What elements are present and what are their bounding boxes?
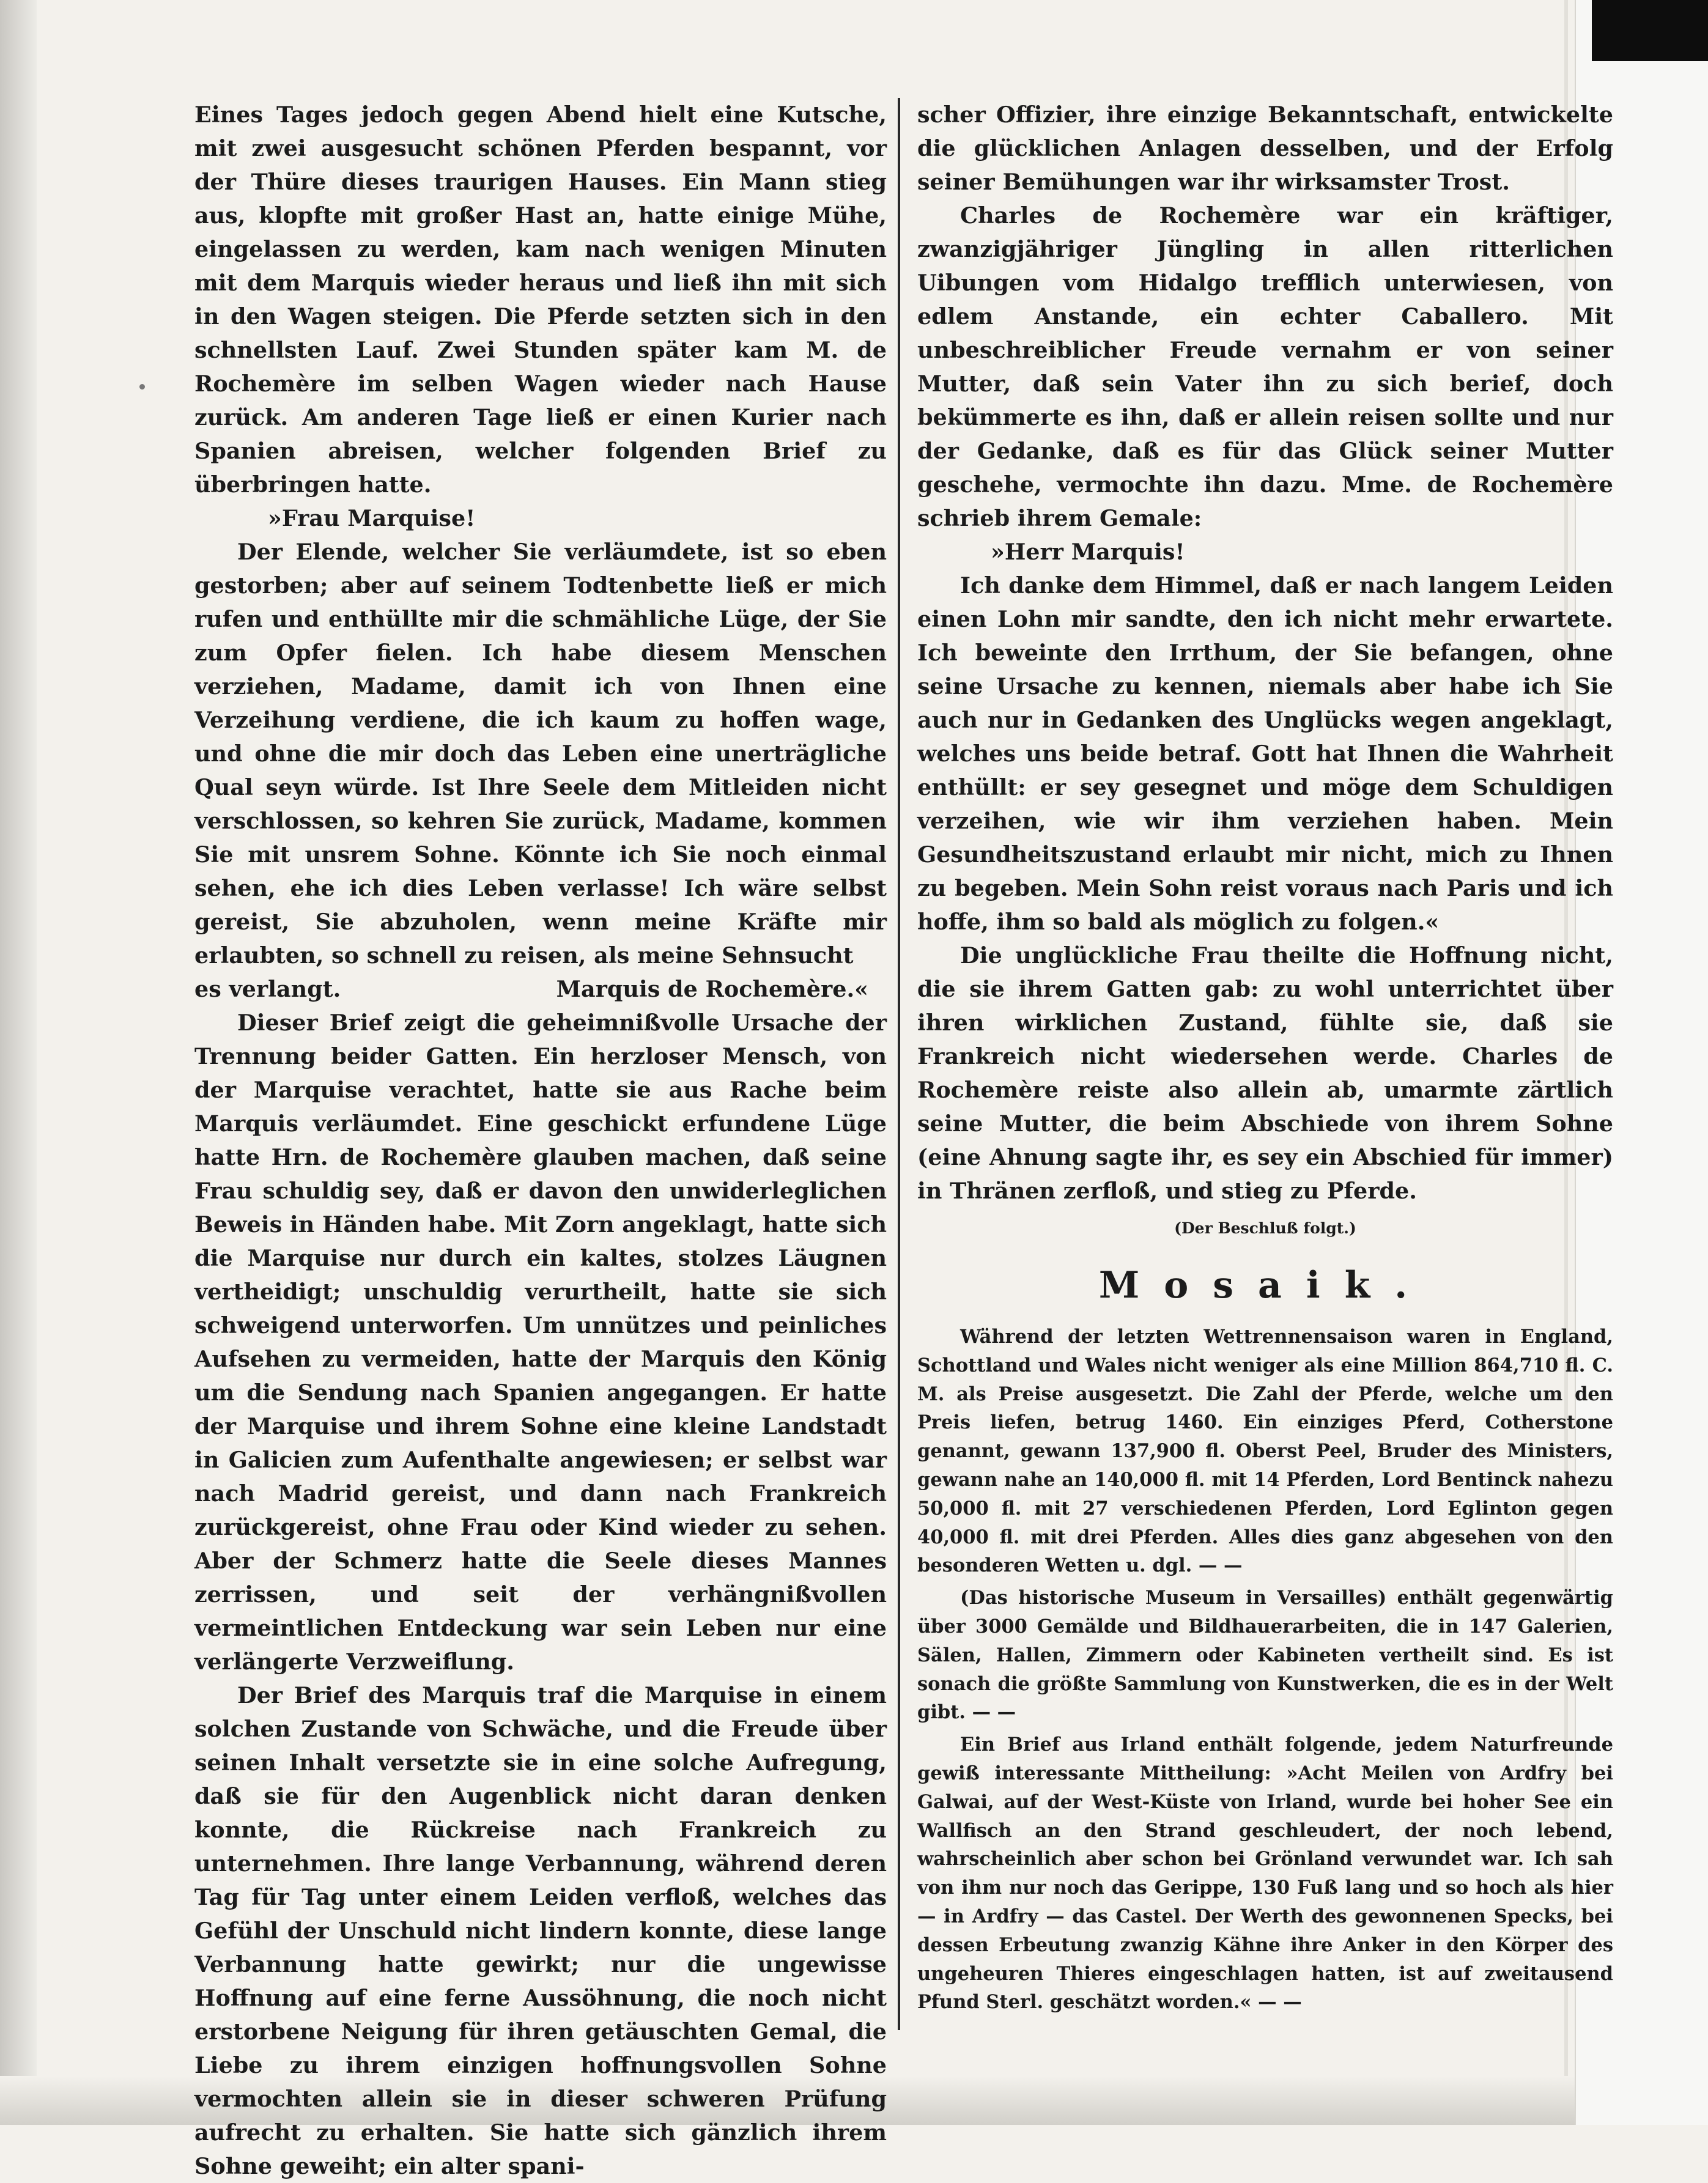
letter-salutation: »Frau Marquise! <box>268 505 476 531</box>
mosaic-item: (Das historische Museum in Versailles) enthält gegenwärtig über 3000 Gemälde und Bildhauerarbeiten, die in 147 Galerien, Sälen, Hallen, Zimmern oder Kabineten vertheilt sind. Es ist sonach die größte Sammlung von Kunstwerken, die es in der Welt gibt. — — <box>917 1587 1613 1724</box>
mosaic-section <box>917 1323 1613 2017</box>
letter-signature: Marquis de Rochemère.« <box>556 976 868 1002</box>
paragraph: scher Offizier, ihre einzige Bekanntschaft, entwickelte die glücklichen Anlagen desselben, und der Erfolg seiner Bemühungen war ihr wirksamster Trost. <box>917 102 1613 195</box>
column-divider <box>898 98 900 2030</box>
continuation-note: (Der Beschluß folgt.) <box>1174 1219 1356 1237</box>
paragraph: Der Brief des Marquis traf die Marquise in einem solchen Zustande von Schwäche, und die Freude über seinen Inhalt versetzte sie in eine solche Aufregung, daß sie für den Augenblick nicht daran denken konnte, die Rückreise nach Frankreich zu unternehmen. Ihre lange Verbannung, während deren Tag für Tag unter einem Leiden verfloß, welches das Gefühl der Unschuld nicht lindern konnte, diese lange Verbannung hatte gewirkt; nur die ungewisse Hoffnung auf eine ferne Aussöhnung, die noch nicht erstorbene Neigung für ihren getäuschten Gemal, die Liebe zu ihrem einzigen hoffnungsvollen Sohne vermochten allein sie in dieser schweren Prüfung aufrecht zu erhalten. Sie hatte sich gänzlich ihrem Sohne geweiht; ein alter spani- <box>194 1682 887 2179</box>
paragraph: Die unglückliche Frau theilte die Hoffnung nicht, die sie ihrem Gatten gab: zu wohl unterrichtet über ihren wirklichen Zustand, fühlte sie, daß sie Frankreich nicht wiedersehen werde. Charles de Rochemère reiste also allein ab, umarmte zärtlich seine Mutter, die beim Abschiede von ihrem Sohne (eine Ahnung sagte ihr, es sey ein Abschied für immer) in Thränen zerfloß, und stieg zu Pferde. <box>917 942 1613 1204</box>
letter-salutation: »Herr Marquis! <box>991 539 1185 565</box>
letter-body: Der Elende, welcher Sie verläumdete, ist so eben gestorben; aber auf seinem Todtenbette ließ er mich rufen und enthüllte mir die schmähliche Lüge, der Sie zum Opfer fielen. Ich habe diesem Menschen verziehen, Madame, damit ich von Ihnen eine Verzeihung verdiene, die ich kaum zu hoffen wage, und ohne die mir doch das Leben eine unerträgliche Qual seyn würde. Ist Ihre Seele dem Mitleiden nicht verschlossen, so kehren Sie zurück, Madame, kommen Sie mit unsrem Sohne. Könnte ich Sie noch einmal sehen, ehe ich dies Leben verlasse! Ich wäre selbst gereist, Sie abzuholen, wenn meine Kräfte mir erlaubten, so schnell zu reisen, als meine Sehnsucht <box>194 539 887 969</box>
scan-left-edge <box>0 0 37 2125</box>
paragraph: Charles de Rochemère war ein kräftiger, zwanzigjähriger Jüngling in allen ritterlichen Uibungen vom Hidalgo trefflich unterwiesen, von edlem Anstande, ein echter Caballero. Mit unbeschreiblicher Freude vernahm er von seiner Mutter, daß sein Vater ihn zu sich berief, doch bekümmerte es ihn, daß er allein reisen sollte und nur der Gedanke, daß es für das Glück seiner Mutter geschehe, vermochte ihn dazu. Mme. de Rochemère schrieb ihrem Gemale: <box>917 202 1613 531</box>
letter-end: es verlangt. <box>194 976 341 1002</box>
mosaic-item: Während der letzten Wettrennensaison waren in England, Schottland und Wales nicht weniger als eine Million 864,710 fl. C. M. als Preise ausgesetzt. Die Zahl der Pferde, welche um den Preis liefen, betrug 1460. Ein einziges Pferd, Cotherstone genannt, gewann 137,900 fl. Oberst Peel, Bruder des Ministers, gewann nahe an 140,000 fl. mit 14 Pferden, Lord Bentinck nahezu 50,000 fl. mit 27 verschiedenen Pferden, Lord Eglinton gegen 40,000 fl. mit drei Pferden. Alles dies ganz abgesehen von den besonderen Wetten u. dgl. — — <box>917 1326 1613 1577</box>
paragraph: Dieser Brief zeigt die geheimnißvolle Ursache der Trennung beider Gatten. Ein herzloser Mensch, von der Marquise verachtet, hatte sie aus Rache beim Marquis verläumdet. Eine geschickt erfundene Lüge hatte Hrn. de Rochemère glauben machen, daß seine Frau schuldig sey, daß er davon den unwiderleglichen Beweis in Händen habe. Mit Zorn angeklagt, hatte sich die Marquise nur durch ein kaltes, stolzes Läugnen vertheidigt; unschuldig verurtheilt, hatte sie sich schweigend unterworfen. Um unnützes und peinliches Aufsehen zu vermeiden, hatte der Marquis den König um die Sendung nach Spanien angegangen. Er hatte der Marquise und ihrem Sohne eine kleine Landstadt in Galicien zum Aufenthalte angewiesen; er selbst war nach Madrid gereist, und dann nach Frankreich zurückgereist, ohne Frau oder Kind wieder zu sehen. Aber der Schmerz hatte die Seele dieses Mannes zerrissen, und seit der verhängnißvollen vermeintlichen Entdeckung war sein Leben nur eine verlängerte Verzweiflung. <box>194 1010 887 1675</box>
letter-closing <box>194 972 887 1006</box>
left-column <box>194 98 887 2183</box>
right-column <box>917 98 1613 2017</box>
margin-speck <box>139 384 145 390</box>
mosaic-item: Ein Brief aus Irland enthält folgende, jedem Naturfreunde gewiß interessante Mittheilung: »Acht Meilen von Ardfry bei Galwai, auf der West-Küste von Irland, wurde bei hoher See ein Wallfisch an den Strand geschleudert, der noch lebend, wahrscheinlich aber schon bei Grönland verwundet war. Ich sah von ihm nur noch das Gerippe, 130 Fuß lang und so hoch als hier — in Ardfry — das Castel. Der Werth des gewonnenen Specks, bei dessen Erbeutung zwanzig Kähne ihre Anker in den Körper des ungeheuren Thieres eingeschlagen hatten, ist auf zweitausend Pfund Sterl. geschätzt worden.« — — <box>917 1734 1613 2014</box>
section-heading: Mosaik. <box>1098 1264 1432 1307</box>
letter-body: Ich danke dem Himmel, daß er nach langem Leiden einen Lohn mir sandte, den ich nicht mehr erwartete. Ich beweinte den Irrthum, der Sie befangen, ohne seine Ursache zu kennen, niemals aber habe ich Sie auch nur in Gedanken des Unglücks wegen angeklagt, welches uns beide betraf. Gott hat Ihnen die Wahrheit enthüllt: er sey gesegnet und möge dem Schuldigen verzeihen, wie wir ihm verziehen haben. Mein Gesundheitszustand erlaubt mir nicht, mich zu Ihnen zu begeben. Mein Sohn reist voraus nach Paris und ich hoffe, ihm so bald als möglich zu folgen.« <box>917 572 1613 935</box>
scan-corner-mark <box>1592 0 1708 61</box>
paragraph: Eines Tages jedoch gegen Abend hielt eine Kutsche, mit zwei ausgesucht schönen Pferden bespannt, vor der Thüre dieses traurigen Hauses. Ein Mann stieg aus, klopfte mit großer Hast an, hatte einige Mühe, eingelassen zu werden, kam nach wenigen Minuten mit dem Marquis wieder heraus und ließ ihn mit sich in den Wagen steigen. Die Pferde setzten sich in den schnellsten Lauf. Zwei Stunden später kam M. de Rochemère im selben Wagen wieder nach Hause zurück. Am anderen Tage ließ er einen Kurier nach Spanien abreisen, welcher folgenden Brief zu überbringen hatte. <box>194 102 887 498</box>
